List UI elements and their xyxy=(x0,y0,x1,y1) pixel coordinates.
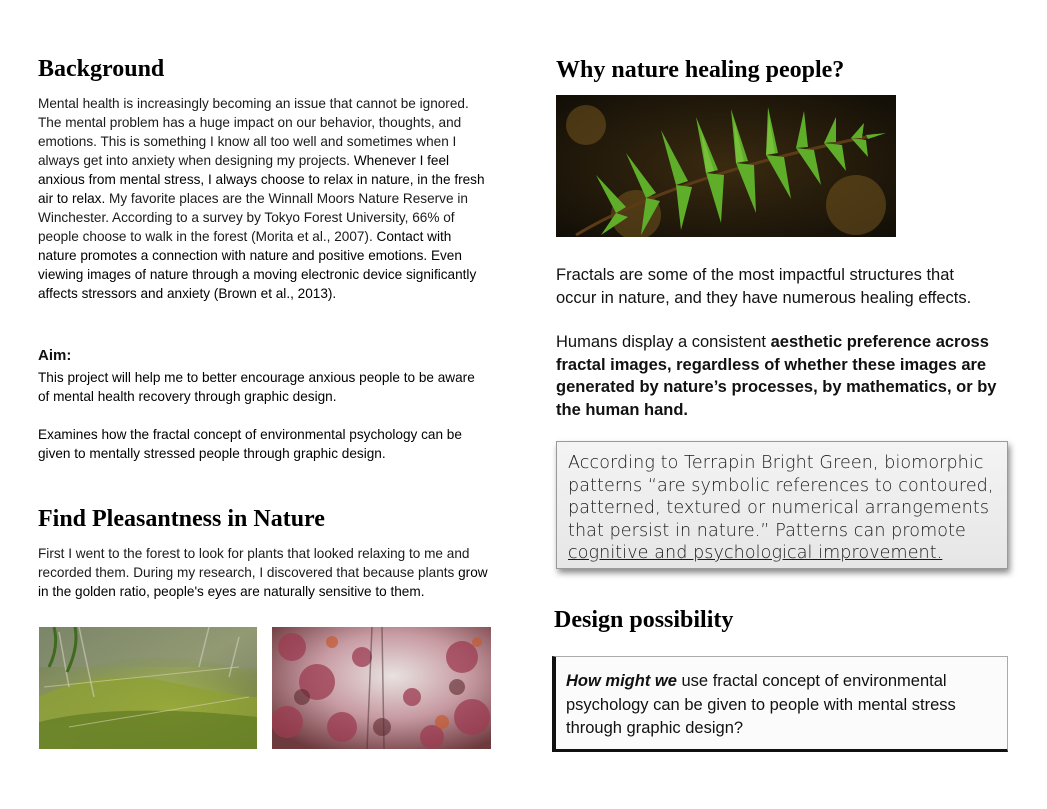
hmw-emphasis: How might we xyxy=(566,672,677,690)
humans-text-bold: aesthetic preference across fractal images, regardless of whether these images are generated by nature’s processes, by mathematics, or by the human hand. xyxy=(556,333,997,419)
red-leaves-photo-image xyxy=(272,627,491,749)
background-paragraph xyxy=(38,94,490,303)
quote-text xyxy=(568,452,995,565)
moss-photo xyxy=(39,627,257,749)
find-pleasantness-heading: Find Pleasantness in Nature xyxy=(38,506,325,532)
background-heading: Background xyxy=(38,56,165,82)
aim-paragraph-2: Examines how the fractal concept of environmental psychology can be given to mentally stressed people through graphic design. xyxy=(38,427,462,461)
hmw-text xyxy=(566,670,997,741)
fern-photo xyxy=(556,95,896,237)
background-text-3: My favorite places are the Winnall Moors Nature Reserve in Winchester. According to a survey by Tokyo Forest University, 66% of people choose to walk in the forest (Morita et al., 2007). xyxy=(38,191,468,244)
aim-heading: Aim: xyxy=(38,347,72,364)
quote-box xyxy=(556,441,1008,569)
design-possibility-heading: Design possibility xyxy=(554,607,734,633)
moss-photo-image xyxy=(39,627,257,749)
find-text-2: grow in the golden ratio, people's eyes are naturally sensitive to them. xyxy=(38,565,488,599)
find-text-1: First I went to the forest to look for plants that looked relaxing to me and recorded them. During my research, I discovered that because plants xyxy=(38,546,470,580)
fern-photo-image xyxy=(556,95,896,237)
fractals-paragraph: Fractals are some of the most impactful structures that occur in nature, and they have numerous healing effects. xyxy=(556,266,972,307)
humans-paragraph xyxy=(556,331,1006,421)
quote-underlined: cognitive and psychological improvement. xyxy=(568,543,943,563)
background-text-1: Mental health is increasingly becoming an issue that cannot be ignored. The mental problem has a huge impact on our behavior, thoughts, and emotions. This is something I know all too well and sometimes when I always get into anxiety when designing my projects. xyxy=(38,96,469,168)
red-leaves-photo xyxy=(272,627,491,749)
why-nature-heading: Why nature healing people? xyxy=(556,57,845,83)
background-text-2: Whenever I feel anxious from mental stress, I always choose to relax in nature, in the fresh air to relax. xyxy=(38,153,485,206)
background-text-4: Contact with nature promotes a connection with nature and positive emotions. Even viewing images of nature through a moving electronic device significantly affects stressors and anxiety (Brown et al., 2013). xyxy=(38,229,477,301)
find-paragraph xyxy=(38,544,496,601)
quote-main: According to Terrapin Bright Green, biomorphic patterns “are symbolic references to contoured, patterned, textured or numerical arrangements that persist in nature.” Patterns can promote xyxy=(568,453,994,541)
aim-paragraph-1: This project will help me to better encourage anxious people to be aware of mental health recovery through graphic design. xyxy=(38,370,475,404)
hmw-rest: use fractal concept of environmental psychology can be given to people with mental stress through graphic design? xyxy=(566,672,956,737)
how-might-we-box xyxy=(552,656,1008,752)
humans-text-normal: Humans display a consistent xyxy=(556,333,771,351)
